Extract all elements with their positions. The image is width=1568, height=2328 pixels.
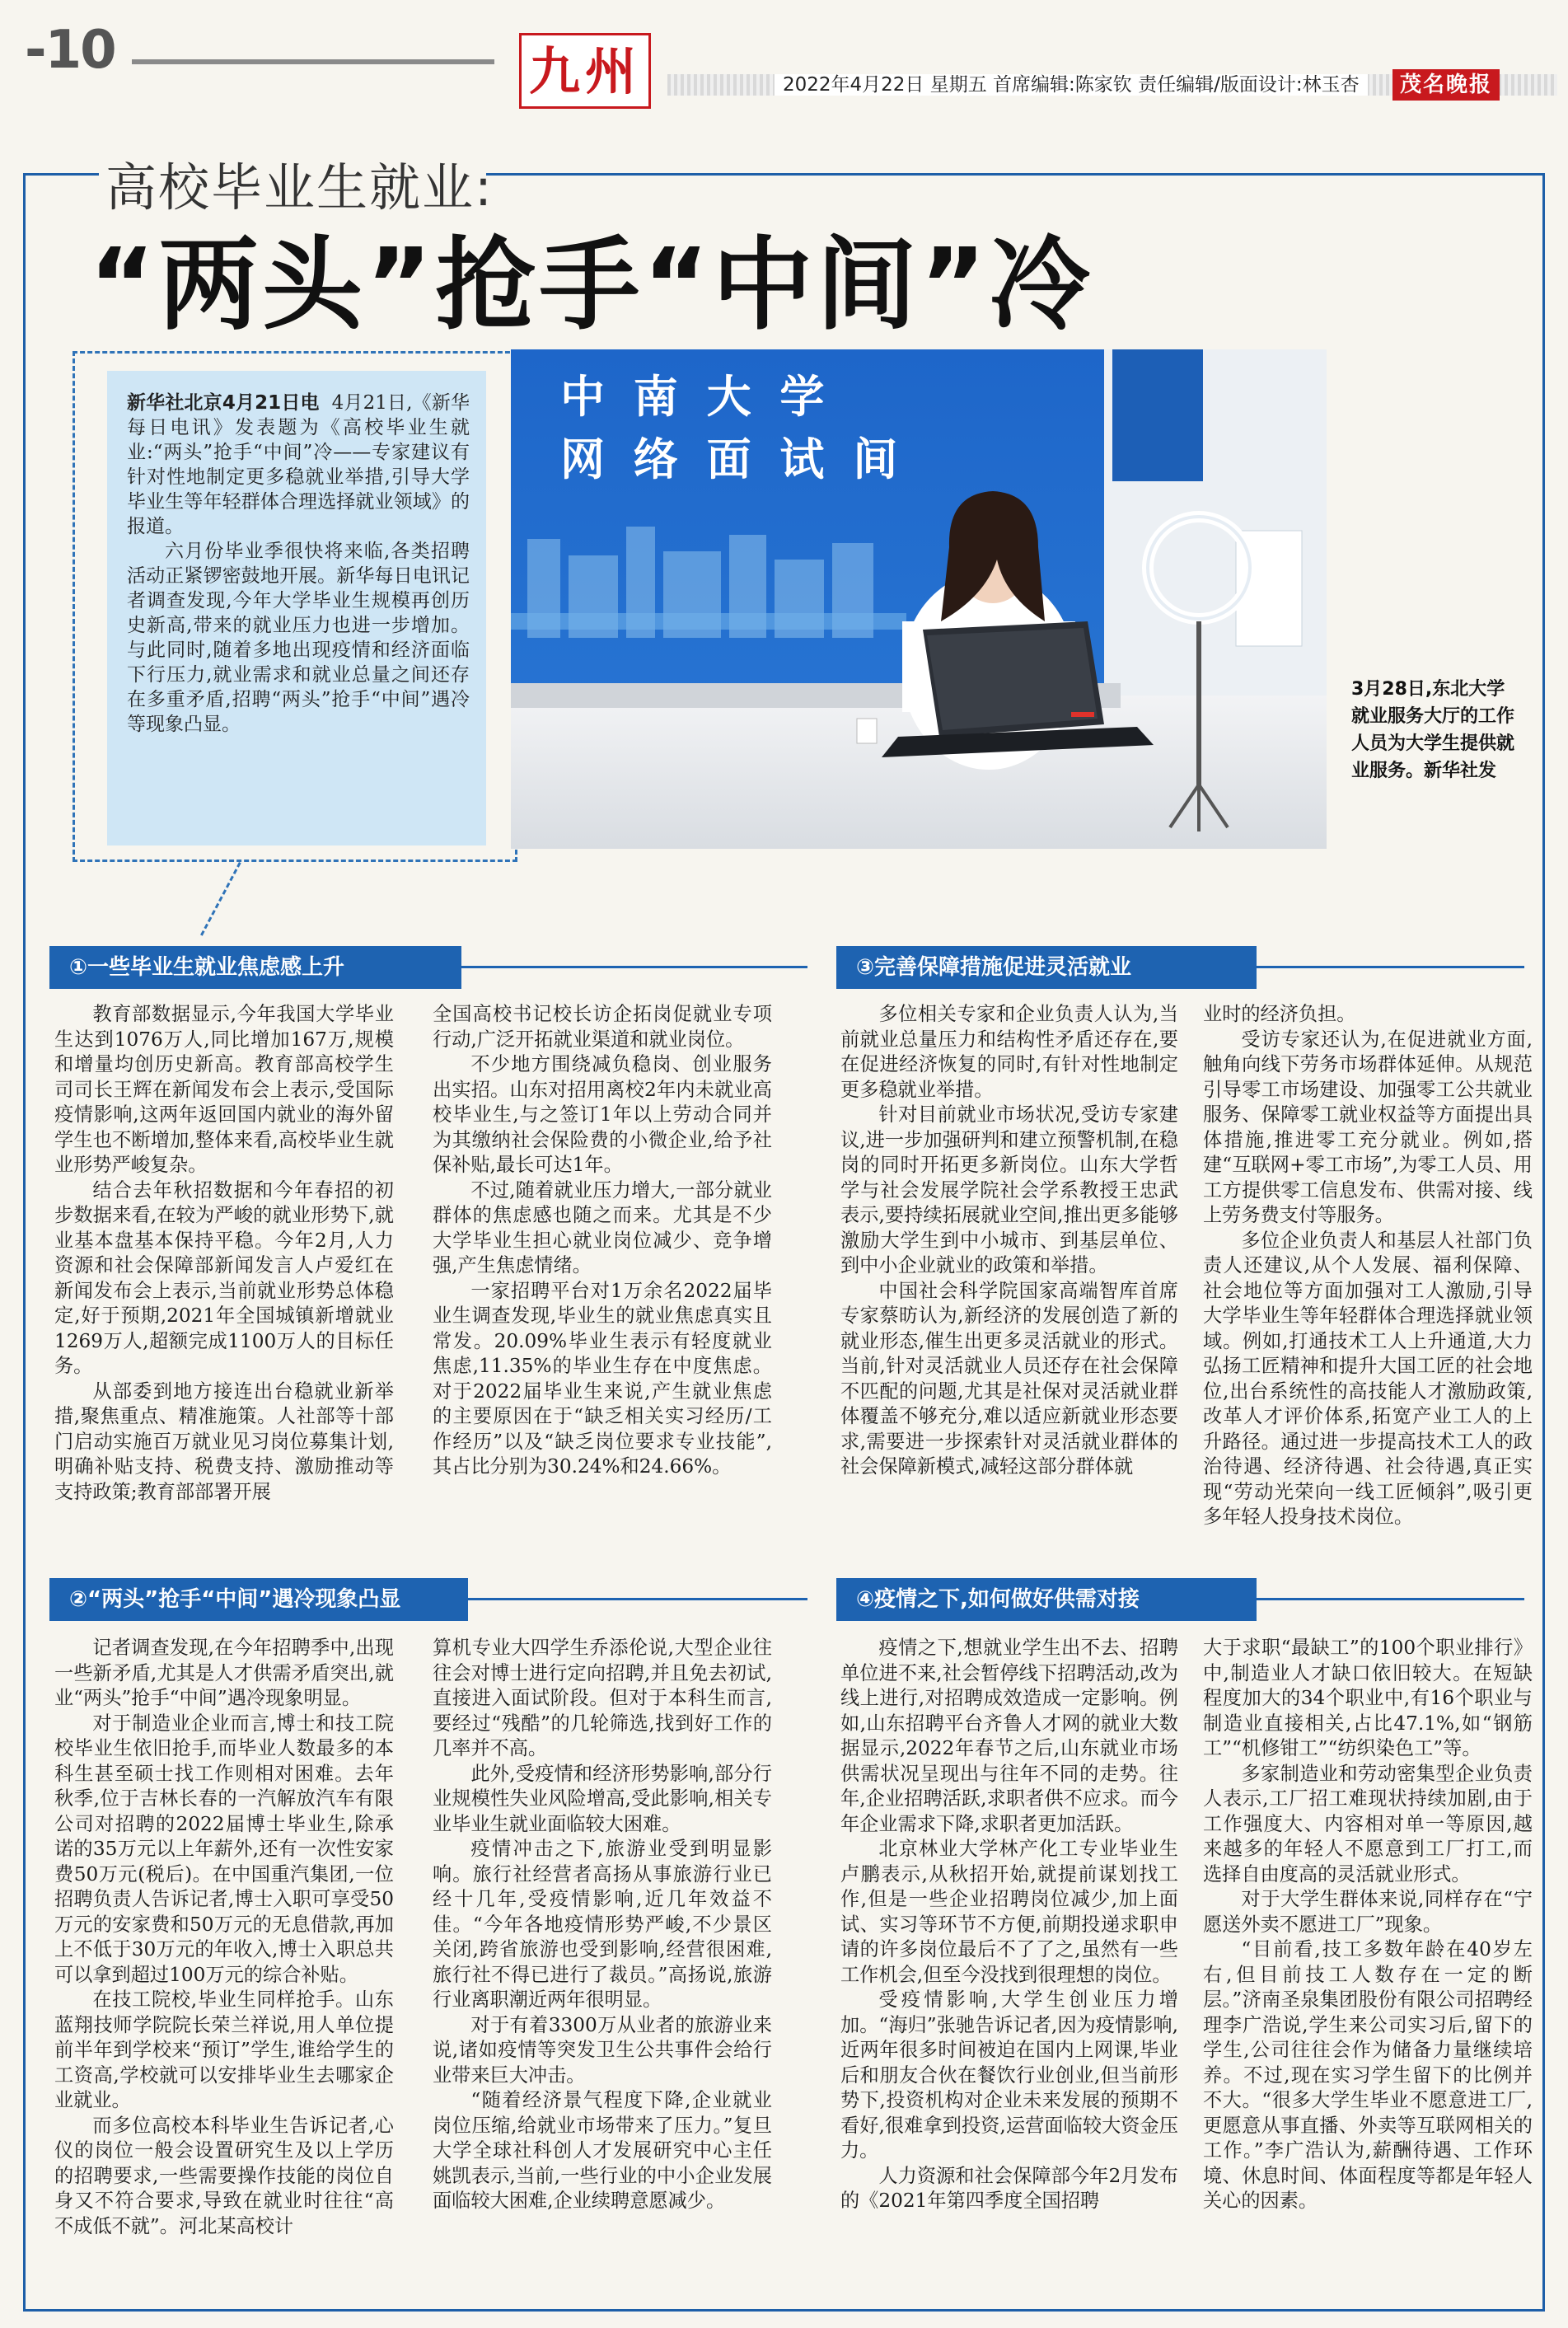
section-4-column-1: [840, 1636, 1178, 2303]
header-dateline: 2022年4月22日 星期五 首席编辑:陈家钦 责任编辑/版面设计:林玉杏: [775, 74, 1368, 96]
body-paragraph: “随着经济景气程度下降,企业就业岗位压缩,给就业市场带来了压力。”复旦大学全球社科创人才发展研究中心主任姚凯表示,当前,一些行业的中小企业发展面临较大困难,企业续聘意愿减少。: [433, 2089, 772, 2212]
section-3-column-2: [1203, 1002, 1533, 1562]
section-rule: [468, 1598, 807, 1600]
body-paragraph: 多位相关专家和企业负责人认为,当前就业总量压力和结构性矛盾还存在,要在促进经济恢复的同时,有针对性地制定更多稳就业举措。: [840, 1003, 1178, 1101]
body-paragraph: 大于求职“最缺工”的100个职业排行》中,制造业人才缺口依旧较大。在短缺程度加大的34个职业中,有16个职业与制造业直接相关,占比47.1%,如“钢筋工”“机修钳工”“纺织染色工”等。: [1203, 1637, 1533, 1759]
section-badge: 九州: [519, 33, 651, 109]
body-paragraph: 多家制造业和劳动密集型企业负责人表示,工厂招工难现状持续加剧,由于工作强度大、内容相对单一等原因,越来越多的年轻人不愿意到工厂打工,而选择自由度高的灵活就业形式。: [1203, 1762, 1533, 1885]
section-3-column-1: [840, 1002, 1178, 1562]
body-paragraph: 疫情之下,想就业学生出不去、招聘单位进不来,社会暂停线下招聘活动,改为线上进行,对招聘成效造成一定影响。例如,山东招聘平台齐鲁人才网的就业大数据显示,2022年春节之后,山东就业市场供需状况呈现出与往年不同的走势。往年,企业招聘活跃,求职者供不应求。而今年企业需求下降,求职者更加活跃。: [840, 1637, 1178, 1835]
section-2-column-2: [433, 1636, 772, 2303]
body-paragraph: 业时的经济负担。: [1203, 1003, 1356, 1025]
body-paragraph: 受疫情影响,大学生创业压力增加。“海归”张驰告诉记者,因为疫情影响,近两年很多时间被迫在国内上网课,毕业后和朋友合伙在餐饮行业创业,但当前形势下,投资机构对企业未来发展的预期不看好,很难拿到投资,运营面临较大资金压力。: [840, 1988, 1178, 2162]
section-heading: ①一些毕业生就业焦虑感上升: [49, 946, 461, 989]
body-paragraph: 记者调查发现,在今年招聘季中,出现一些新矛盾,尤其是人才供需矛盾突出,就业“两头”抢手“中间”遇冷现象明显。: [54, 1637, 394, 1709]
article-headline: “两头”抢手“中间”冷: [89, 227, 1093, 344]
frame-border-right: [1542, 173, 1545, 2312]
lead-pointer: [200, 862, 245, 938]
section-rule: [461, 966, 807, 968]
frame-border-top-left: [23, 173, 99, 176]
body-paragraph: 从部委到地方接连出台稳就业新举措,聚焦重点、精准施策。人社部等十部门启动实施百万就业见习岗位募集计划,明确补贴支持、税费支持、激励推动等支持政策;教育部部署开展: [54, 1379, 394, 1503]
body-paragraph: 人力资源和社会保障部今年2月发布的《2021年第四季度全国招聘: [840, 2164, 1178, 2212]
section-heading: ④疫情之下,如何做好供需对接: [836, 1578, 1257, 1621]
body-paragraph: 疫情冲击之下,旅游业受到明显影响。旅行社经营者高扬从事旅游行业已经十几年,受疫情影响,近几年效益不佳。“今年各地疫情形势严峻,不少景区关闭,跨省旅游也受到影响,经营很困难,旅行社不得已进行了裁员。”高扬说,旅游行业离职潮近两年很明显。: [433, 1838, 772, 2011]
frame-border-top-right: [486, 173, 1545, 176]
photo-caption: 3月28日,东北大学就业服务大厅的工作人员为大学生提供就业服务。新华社发: [1351, 679, 1515, 781]
body-paragraph: 在技工院校,毕业生同样抢手。山东蓝翔技师学院院长荣兰祥说,用人单位提前半年到学校来“预订”学生,谁给学生的工资高,学校就可以安排毕业生去哪家企业就业。: [54, 1988, 394, 2111]
body-paragraph: 北京林业大学林产化工专业毕业生卢鹏表示,从秋招开始,就提前谋划找工作,但是一些企业招聘岗位减少,加上面试、实习等环节不方便,前期投递求职申请的许多岗位最后不了了之,虽然有一些工作机会,但至今没找到很理想的岗位。: [840, 1838, 1178, 1986]
body-paragraph: 结合去年秋招数据和今年春招的初步数据来看,在较为严峻的就业形势下,就业基本盘基本保持平稳。今年2月,人力资源和社会保障部新闻发言人卢爱红在新闻发布会上表示,当前就业形势总体稳定,好于预期,2021年全国城镇新增就业1269万人,超额完成1100万人的目标任务。: [54, 1178, 394, 1377]
lead-paragraph: [127, 391, 470, 539]
section-heading: ②“两头”抢手“中间”遇冷现象凸显: [49, 1578, 468, 1621]
body-paragraph: 受访专家还认为,在促进就业方面,触角向线下劳务市场群体延伸。从规范引导零工市场建设、加强零工公共就业服务、保障零工就业权益等方面提出具体措施,推进零工充分就业。例如,搭建“互联网+零工市场”,为零工人员、用工方提供零工信息发布、供需对接、线上劳务费支付等服务。: [1203, 1028, 1533, 1226]
lead-text: 4月21日,《新华每日电讯》发表题为《高校毕业生就业:“两头”抢手“中间”冷——专家建议有针对性地制定更多稳就业举措,引导大学毕业生等年轻群体合理选择就业领域》的报道。: [127, 392, 470, 537]
body-paragraph: 一家招聘平台对1万余名2022届毕业生调查发现,毕业生的就业焦虑真实且常发。20.09%毕业生表示有轻度就业焦虑,11.35%的毕业生存在中度焦虑。对于2022届毕业生来说,产生就业焦虑的主要原因在于“缺乏相关实习经历/工作经历”以及“缺乏岗位要求专业技能”,其占比分别为30.24%和24.66%。: [433, 1279, 772, 1478]
newspaper-masthead: 茂名晚报: [1392, 69, 1500, 101]
body-paragraph: “目前看,技工多数年龄在40岁左右,但目前技工人数存在一定的断层。”济南圣泉集团股份有限公司招聘经理李广浩说,学生来公司实习后,留下的学生,公司往往会作为储备力量继续培养。不过,现在实习学生留下的比例并不大。“很多大学生毕业不愿意进工厂,更愿意从事直播、外卖等互联网相关的工作。”李广浩认为,薪酬待遇、工作环境、休息时间、体面程度等都是年轻人关心的因素。: [1203, 1938, 1533, 2212]
news-photo: [511, 349, 1327, 849]
frame-border-left: [23, 173, 26, 2312]
header-rule-left: [132, 59, 494, 64]
photo-wall-sign: 中 南 大 学 网 络 面 试 间: [560, 371, 905, 485]
section-1-column-1: [54, 1002, 394, 1562]
body-paragraph: 针对目前就业市场状况,受访专家建议,进一步加强研判和建立预警机制,在稳岗的同时开拓更多新岗位。山东大学哲学与社会发展学院社会学系教授王忠武表示,要持续拓展就业空间,推出更多能够激励大学生到中小城市、到基层单位、到中小企业就业的政策和举措。: [840, 1103, 1178, 1276]
body-paragraph: 全国高校书记校长访企拓岗促就业专项行动,广泛开拓就业渠道和就业岗位。: [433, 1003, 772, 1051]
body-paragraph: 不过,随着就业压力增大,一部分就业群体的焦虑感也随之而来。尤其是不少大学毕业生担心就业岗位减少、竞争增强,产生焦虑情绪。: [433, 1178, 772, 1276]
body-paragraph: 此外,受疫情和经济形势影响,部分行业规模性失业风险增高,受此影响,相关专业毕业生就业面临较大困难。: [433, 1762, 772, 1835]
lead-paragraph: 六月份毕业季很快将来临,各类招聘活动正紧锣密鼓地开展。新华每日电讯记者调查发现,今年大学毕业生规模再创历史新高,带来的就业压力也进一步增加。与此同时,随着多地出现疫情和经济面临下行压力,就业需求和就业总量之间还存在多重矛盾,招聘“两头”抢手“中间”遇冷等现象凸显。: [127, 541, 470, 735]
body-paragraph: 对于制造业企业而言,博士和技工院校毕业生依旧抢手,而毕业人数最多的本科生甚至硕士找工作则相对困难。去年秋季,位于吉林长春的一汽解放汽车有限公司对招聘的2022届博士毕业生,除承诺的35万元以上年薪外,还有一次性安家费50万元(税后)。在中国重汽集团,一位招聘负责人告诉记者,博士入职可享受50万元的安家费和50万元的无息借款,再加上不低于30万元的年收入,博士入职总共可以拿到超过100万元的综合补贴。: [54, 1712, 394, 1986]
frame-border-bottom: [23, 2309, 1545, 2312]
body-paragraph: 对于有着3300万从业者的旅游业来说,诸如疫情等突发卫生公共事件会给行业带来巨大冲击。: [433, 2013, 772, 2087]
page-header: [0, 0, 1568, 124]
section-2-column-1: [54, 1636, 394, 2303]
body-paragraph: 算机专业大四学生乔添伦说,大型企业往往会对博士进行定向招聘,并且免去初试,直接进入面试阶段。但对于本科生而言,要经过“残酷”的几轮筛选,找到好工作的几率并不高。: [433, 1637, 772, 1759]
body-paragraph: 而多位高校本科毕业生告诉记者,心仪的岗位一般会设置研究生及以上学历的招聘要求,一些需要操作技能的岗位自身又不符合要求,导致在就业时往往“高不成低不就”。河北某高校计: [54, 2114, 394, 2237]
section-rule: [1257, 966, 1524, 968]
body-paragraph: 中国社会科学院国家高端智库首席专家蔡昉认为,新经济的发展创造了新的就业形态,催生出更多灵活就业的形式。当前,针对灵活就业人员还存在社会保障不匹配的问题,尤其是社保对灵活就业群体覆盖不够充分,难以适应新就业形态要求,需要进一步探索针对灵活就业群体的社会保障新模式,减轻这部分群体就: [840, 1279, 1178, 1478]
section-heading: ③完善保障措施促进灵活就业: [836, 946, 1257, 989]
section-1-column-2: [433, 1002, 772, 1562]
body-paragraph: 多位企业负责人和基层人社部门负责人还建议,从个人发展、福利保障、社会地位等方面加强对工人激励,引导大学毕业生等年轻群体合理选择就业领域。例如,打通技术工人上升通道,大力弘扬工匠精神和提升大国工匠的社会地位,出台系统性的高技能人才激励政策,改革人才评价体系,拓宽产业工人的上升路径。通过进一步提高技术工人的政治待遇、经济待遇、社会待遇,真正实现“劳动光荣向一线工匠倾斜”,吸引更多年轻人投身技术岗位。: [1203, 1229, 1533, 1528]
section-rule: [1257, 1598, 1524, 1600]
body-paragraph: 不少地方围绕减负稳岗、创业服务出实招。山东对招用离校2年内未就业高校毕业生,与之签订1年以上劳动合同并为其缴纳社会保险费的小微企业,给予社保补贴,最长可达1年。: [433, 1053, 772, 1176]
body-paragraph: 对于大学生群体来说,同样存在“宁愿送外卖不愿进工厂”现象。: [1203, 1888, 1533, 1936]
body-paragraph: 教育部数据显示,今年我国大学毕业生达到1076万人,同比增加167万,规模和增量均创历史新高。教育部高校学生司司长王辉在新闻发布会上表示,受国际疫情影响,这两年返回国内就业的海外留学生也不断增加,整体来看,高校毕业生就业形势严峻复杂。: [54, 1003, 394, 1176]
lead-dateline: 新华社北京4月21日电: [127, 392, 320, 414]
article-kicker: 高校毕业生就业:: [105, 157, 494, 218]
section-4-column-2: [1203, 1636, 1533, 2303]
page-number: -10: [25, 20, 115, 81]
article-lead: [107, 371, 486, 845]
